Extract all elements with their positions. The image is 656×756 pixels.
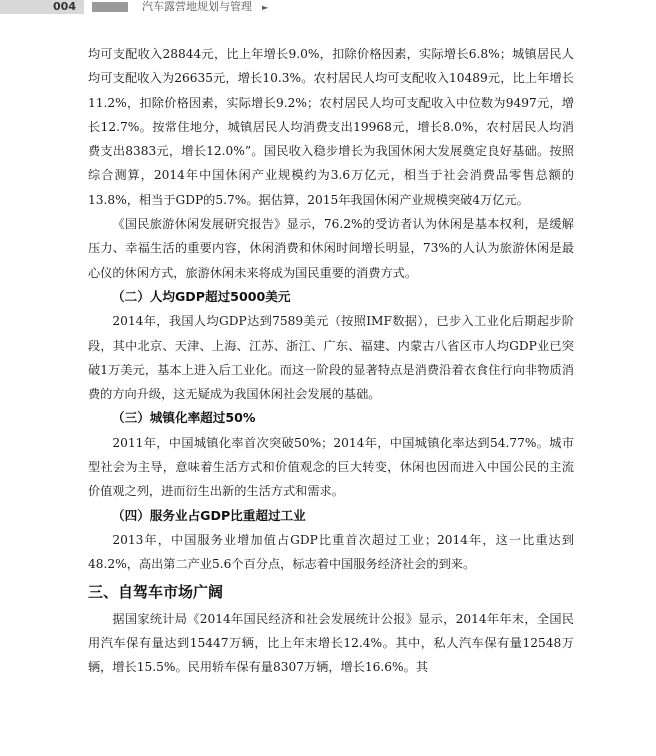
- paragraph-leisure-report: 《国民旅游休闲发展研究报告》显示，76.2%的受访者认为休闲是基本权利，是缓解压力、幸福生活的重要内容，休闲消费和休闲时间增长明显，73%的人认为旅游休闲是最心仪的休闲方式，旅游休闲未来将成为国民重要的消费方式。: [88, 217, 574, 280]
- subheading-gdp: （二）人均GDP超过5000美元: [112, 288, 291, 304]
- page-body: [88, 42, 574, 679]
- subheading-services: （四）服务业占GDP比重超过工业: [112, 507, 306, 523]
- header-arrow-icon: ►: [262, 2, 269, 12]
- section-title: 三、自驾车市场广阔: [88, 582, 224, 601]
- paragraph-income: 均可支配收入28844元，比上年增长9.0%，扣除价格因素，实际增长6.8%；城镇居民人均可支配收入为26635元，增长10.3%。农村居民人均可支配收入10489元，比上年增长11.2%，扣除价格因素，实际增长9.2%；农村居民人均可支配收入中位数为9497元，增长12.7%。按常住地分，城镇居民人均消费支出19968元，增长8.0%，农村居民人均消费支出8383元，增长12.0%”。国民收入稳步增长为我国休闲大发展奠定良好基础。按照综合测算，2014年中国休闲产业规模约为3.6万亿元，相当于社会消费品零售总额的13.8%，相当于GDP的5.7%。据估算，2015年我国休闲产业规模突破4万亿元。: [88, 47, 574, 207]
- book-title: 汽车露营地规划与管理: [142, 0, 252, 13]
- paragraph-vehicles: 据国家统计局《2014年国民经济和社会发展统计公报》显示，2014年年末，全国民用汽车保有量达到15447万辆，比上年末增长12.4%。其中，私人汽车保有量12548万辆，增长15.5%。民用轿车保有量8307万辆，增长16.6%。其: [88, 611, 574, 675]
- running-header: [0, 0, 656, 14]
- header-decor-bar: [92, 2, 128, 12]
- page-number: 004: [0, 0, 84, 14]
- subheading-urbanization: （三）城镇化率超过50%: [112, 410, 256, 426]
- paragraph-urbanization: 2011年，中国城镇化率首次突破50%；2014年，中国城镇化率达到54.77%。城市型社会为主导，意味着生活方式和价值观念的巨大转变，休闲也因而进入中国公民的主流价值观之列，进而衍生出新的生活方式和需求。: [88, 435, 574, 499]
- paragraph-services: 2013年，中国服务业增加值占GDP比重首次超过工业；2014年，这一比重达到48.2%，高出第二产业5.6个百分点，标志着中国服务经济社会的到来。: [88, 532, 574, 572]
- paragraph-gdp: 2014年，我国人均GDP达到7589美元（按照IMF数据），已步入工业化后期起步阶段，其中北京、天津、上海、江苏、浙江、广东、福建、内蒙古八省区市人均GDP业已突破1万美元，基本上进入后工业化。而这一阶段的显著特点是消费沿着衣食住行向非物质消费的方向升级，这无疑成为我国休闲社会发展的基础。: [88, 314, 574, 402]
